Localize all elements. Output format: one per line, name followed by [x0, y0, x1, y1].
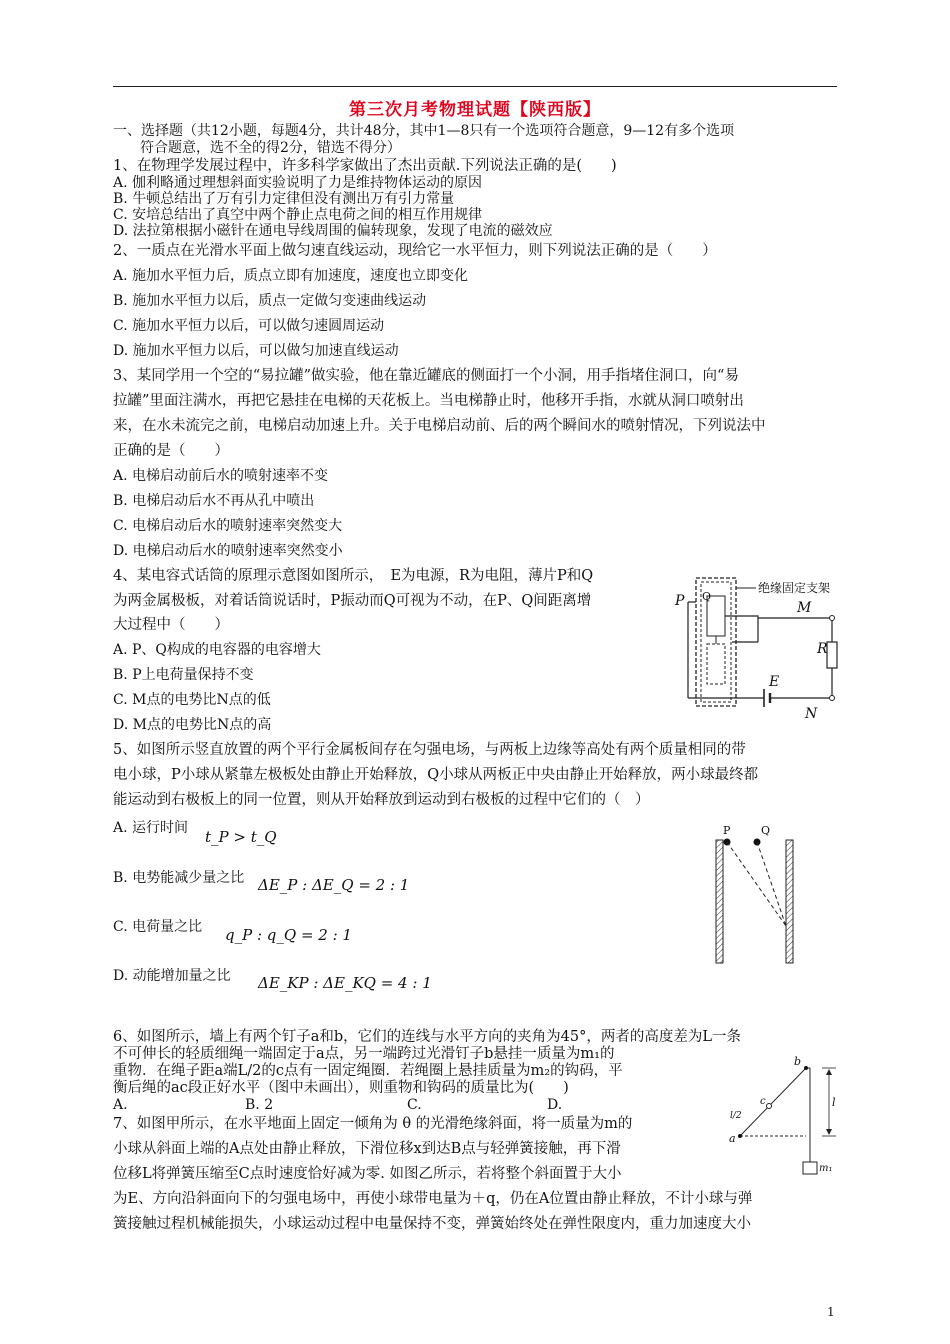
- q4-label-E: E: [769, 674, 780, 690]
- q3-stem-line2: 拉罐”里面注满水，再把它悬挂在电梯的天花板上。当电梯静止时，他移开手指，水就从洞口喷射出: [113, 393, 744, 409]
- q6-label-c: c: [760, 1096, 766, 1107]
- q6-label-half: l/2: [730, 1111, 742, 1121]
- q1-option-a: A. 伽利略通过理想斜面实验说明了力是维持物体运动的原因: [113, 175, 483, 191]
- q6-label-l: l: [832, 1096, 836, 1109]
- q5-stem-line2: 电小球，P小球从紧靠左极板处由静止开始释放，Q小球从两板正中央由静止开始释放，两小球最终都: [113, 767, 759, 783]
- q4-label-M: M: [797, 600, 812, 616]
- q4-stem-line2: 为两金属极板，对着话筒说话时，P振动而Q可视为不动，在P、Q间距离增: [113, 593, 592, 609]
- q6-label-a: a: [729, 1132, 736, 1145]
- q5-option-a-label: A. 运行时间: [113, 820, 189, 836]
- q4-circuit-diagram: [672, 572, 847, 722]
- q1-option-d: D. 法拉第根据小磁针在通电导线周围的偏转现象，发现了电流的磁效应: [113, 223, 553, 239]
- q2-option-d: D. 施加水平恒力以后，可以做匀加速直线运动: [113, 343, 399, 359]
- q7-stem-line3: 位移L将弹簧压缩至C点时速度恰好减为零. 如图乙所示，若将整个斜面置于大小: [113, 1166, 622, 1182]
- q5-option-d-formula: ΔE_KP : ΔE_KQ = 4 : 1: [258, 974, 432, 992]
- q6-label-m1: m₁: [819, 1163, 833, 1174]
- q7-stem-line4: 为E、方向沿斜面向下的匀强电场中，再使小球带电量为＋q，仍在A位置由静止释放，不计小球与弹: [113, 1191, 753, 1207]
- section-intro-line2: 符合题意，选不全的得2分，错选不得分）: [140, 140, 401, 156]
- q4-option-b: B. P上电荷量保持不变: [113, 667, 254, 683]
- q6-option-b: B. 2: [245, 1097, 274, 1113]
- q7-stem-line2: 小球从斜面上端的A点处由静止释放，下滑位移x到达B点与轻弹簧接触，再下滑: [113, 1141, 621, 1157]
- q6-stem-line1: 6、如图所示，墙上有两个钉子a和b，它们的连线与水平方向的夹角为45°，两者的高度差为L一条: [113, 1029, 741, 1045]
- q3-stem-line4: 正确的是（ ）: [113, 443, 229, 459]
- q5-option-d-label: D. 动能增加量之比: [113, 968, 231, 984]
- q5-label-Q: Q: [761, 824, 771, 837]
- q4-label-N: N: [805, 706, 818, 722]
- q5-stem-line3: 能运动到右极板上的同一位置，则从开始释放到运动到右极板的过程中它们的（ ）: [113, 792, 650, 808]
- q6-option-a: A.: [113, 1097, 128, 1113]
- q4-label-P: P: [675, 593, 685, 609]
- q5-option-b-label: B. 电势能减少量之比: [113, 870, 245, 886]
- q7-stem-line5: 簧接触过程机械能损失，小球运动过程中电量保持不变，弹簧始终处在弹性限度内，重力加速度大小: [113, 1216, 751, 1232]
- q5-option-c-label: C. 电荷量之比: [113, 919, 203, 935]
- q4-stem-line1: 4、某电容式话筒的原理示意图如图所示， E为电源，R为电阻，薄片P和Q: [113, 568, 594, 584]
- header-rule: [113, 86, 837, 87]
- q3-stem-line3: 来，在水未流完之前，电梯启动加速上升。关于电梯启动前、后的两个瞬间水的喷射情况，下列说法中: [113, 418, 766, 434]
- q4-label-Q: Q: [702, 590, 712, 603]
- q1-option-c: C. 安培总结出了真空中两个静止点电荷之间的相互作用规律: [113, 207, 483, 223]
- q3-option-d: D. 电梯启动后水的喷射速率突然变小: [113, 543, 343, 559]
- q7-stem-line1: 7、如图甲所示，在水平地面上固定一倾角为 θ 的光滑绝缘斜面，将一质量为m的: [113, 1116, 633, 1132]
- q5-stem-line1: 5、如图所示竖直放置的两个平行金属板间存在匀强电场，与两板上边缘等高处有两个质量相同的带: [113, 742, 746, 758]
- q4-stem-line3: 大过程中（ ）: [113, 617, 229, 633]
- q4-option-d: D. M点的电势比N点的高: [113, 717, 272, 733]
- q4-label-R: R: [817, 641, 828, 657]
- q3-option-a: A. 电梯启动前后水的喷射速率不变: [113, 468, 329, 484]
- q3-option-b: B. 电梯启动后水不再从孔中喷出: [113, 493, 315, 509]
- q6-option-d: D.: [547, 1097, 563, 1113]
- q1-option-b: B. 牛顿总结出了万有引力定律但没有测出万有引力常量: [113, 191, 455, 207]
- q6-stem-line3: 重物．在绳子距a端L/2的c点有一固定绳圈．若绳圈上悬挂质量为m₂的钩码，平: [113, 1063, 623, 1079]
- q5-option-b-formula: ΔE_P : ΔE_Q = 2 : 1: [258, 876, 410, 894]
- q5-plates-diagram: [708, 822, 808, 967]
- q2-stem: 2、一质点在光滑水平面上做匀速直线运动，现给它一水平恒力，则下列说法正确的是（ ）: [113, 243, 717, 259]
- q3-stem-line1: 3、某同学用一个空的“易拉罐”做实验，他在靠近罐底的侧面打一个小洞，用手指堵住洞口，向“易: [113, 368, 739, 384]
- q5-option-a-formula: t_P > t_Q: [205, 828, 277, 846]
- q4-option-c: C. M点的电势比N点的低: [113, 692, 271, 708]
- section-intro-line1: 一、选择题（共12小题，每题4分，共计48分，其中1—8只有一个选项符合题意，9—12有多个选项: [113, 123, 735, 139]
- q4-option-a: A. P、Q构成的电容器的电容增大: [113, 642, 321, 658]
- q6-label-b: b: [794, 1055, 802, 1068]
- q1-stem: 1、在物理学发展过程中，许多科学家做出了杰出贡献.下列说法正确的是( ): [113, 158, 617, 174]
- q2-option-c: C. 施加水平恒力以后，可以做匀速圆周运动: [113, 318, 385, 334]
- q2-option-b: B. 施加水平恒力以后，质点一定做匀变速曲线运动: [113, 293, 427, 309]
- q4-support-label: 绝缘固定支架: [758, 581, 831, 595]
- q5-label-P: P: [723, 824, 731, 837]
- q6-stem-line4: 衡后绳的ac段正好水平（图中未画出），则重物和钩码的质量比为( ): [113, 1080, 569, 1096]
- page-number: 1: [827, 1305, 835, 1319]
- q3-option-c: C. 电梯启动后水的喷射速率突然变大: [113, 518, 343, 534]
- q6-pulley-diagram: [726, 1052, 846, 1177]
- q2-option-a: A. 施加水平恒力后，质点立即有加速度，速度也立即变化: [113, 268, 469, 284]
- q5-option-c-formula: q_P : q_Q = 2 : 1: [225, 926, 352, 944]
- q6-stem-line2: 不可伸长的轻质细绳一端固定于a点，另一端跨过光滑钉子b悬挂一质量为m₁的: [113, 1046, 615, 1062]
- q6-option-c: C.: [407, 1097, 422, 1113]
- page-title: 第三次月考物理试题【陕西版】: [349, 100, 601, 120]
